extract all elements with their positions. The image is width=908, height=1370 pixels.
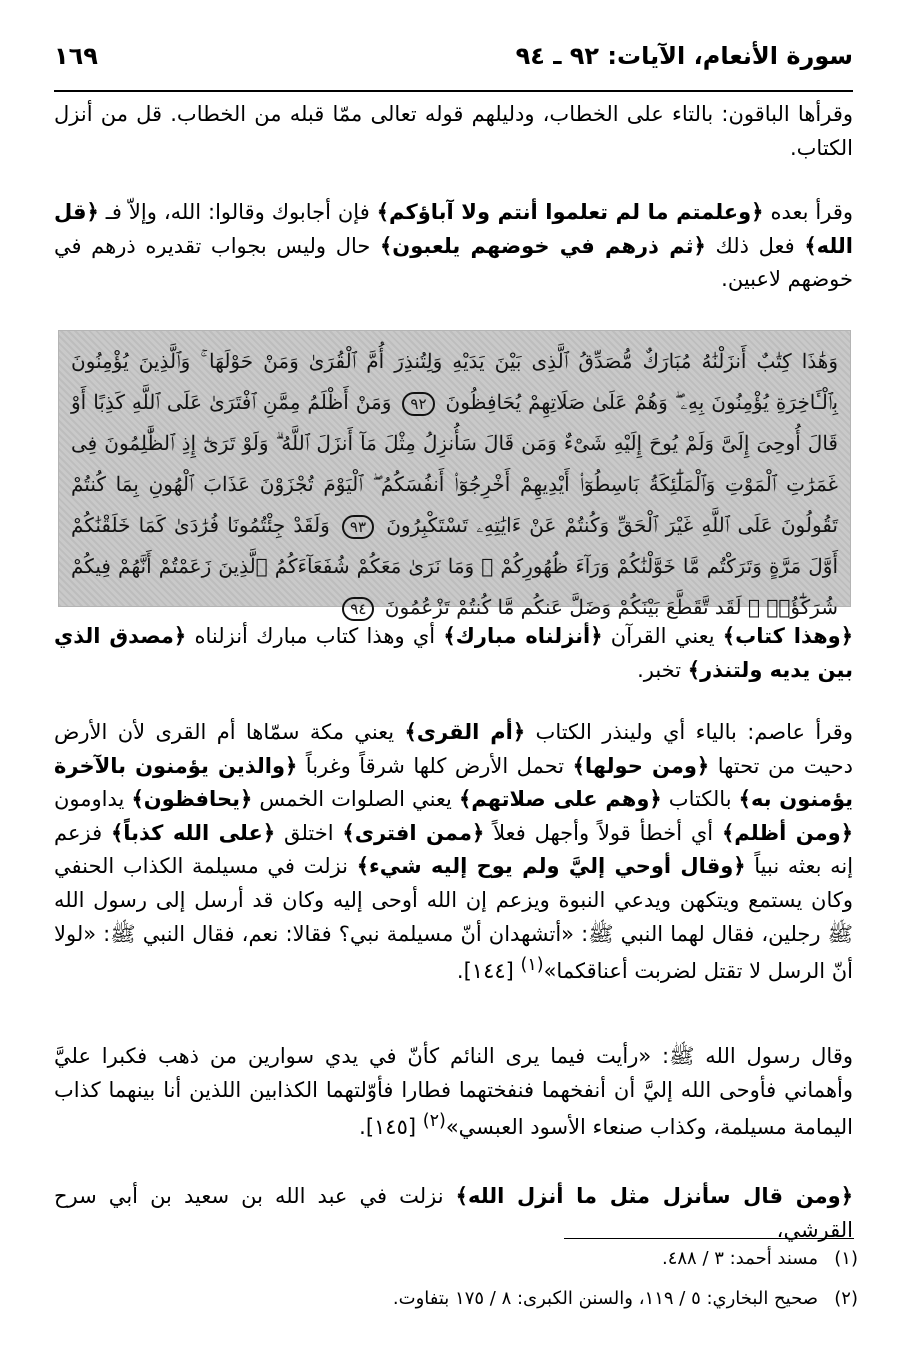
ayah-number-marker: ٩٣ [342,515,374,539]
footnote-2 [54,1286,858,1311]
quote-span: ﴿أم القرى﴾ [404,720,526,744]
verse-94-text: وَلَقَدْ جِئْتُمُونَا فُرَٰدَىٰ كَمَا خَلَقْنَٰكُمْ أَوَّلَ مَرَّةٍ وَتَرَكْتُم مَّا خَوَّلْنَٰكُمْ وَرَآءَ ظُهُورِكُمْ ۖ وَمَا نَرَىٰ مَعَكُمْ شُفَعَآءَكُمُ ٱلَّذِينَ زَعَمْتُمْ أَنَّهُمْ فِيكُمْ شُرَكَٰٓؤُا۟ ۚ لَقَد تَّقَطَّعَ بَيْنَكُمْ وَضَلَّ عَنكُم مَّا كُنتُمْ تَزْعُمُونَ [71,513,838,619]
quote-span: ﴿ومن قال سأنزل مثل ما أنزل الله﴾ [455,1184,853,1208]
page-header [54,28,853,92]
quran-verses-text [71,341,839,619]
footnote-text: صحيح البخاري: ٥ / ١١٩، والسنن الكبرى: ٨ / ١٧٥ بتفاوت. [392,1288,818,1309]
paragraph-3 [54,620,853,687]
paragraph-2 [54,196,853,297]
text-span: أي أخطأ قولاً وأجهل فعلاً [484,820,722,845]
footnote-ref: (٢) [422,1111,446,1132]
paragraph-5 [54,1040,853,1145]
text-span: فإن أجابوك وقالوا: الله، وإلاّ فـ [98,200,377,224]
quote-span: ﴿على الله كذباً﴾ [110,820,276,845]
page-number: ١٦٩ [54,42,98,70]
text-span: [١٤٥]. [359,1115,423,1140]
quote-span: ﴿مصدق الذي بين يديه ولتنذر﴾ [54,624,853,682]
footnote-number: (٢) [834,1288,858,1309]
paragraph-4 [54,716,853,989]
text-span: فعل ذلك [705,233,805,258]
quote-span: ﴿أنزلناه مبارك﴾ [443,624,603,648]
quote-span: ﴿قل الله﴾ [54,200,854,258]
text-span: وقرأ بعده [763,200,854,224]
quran-verses-box [58,330,851,619]
paragraph-1: وقرأها الباقون: بالتاء على الخطاب، ودليلهم قوله تعالى ممّا قبله من الخطاب. قل من أنزل الكتاب. [54,102,853,160]
quote-span: ﴿وهم على صلاتهم﴾ [458,787,662,812]
quote-span: ﴿وعلمتم ما لم تعلموا أنتم ولا آباؤكم﴾ [376,200,764,224]
footnote-ref: (١) [520,955,544,976]
ayah-number-marker: ٩٤ [342,597,374,621]
verse-93-text: وَمَنْ أَظْلَمُ مِمَّنِ ٱفْتَرَىٰ عَلَى ٱللَّهِ كَذِبًا أَوْ قَالَ أُوحِىَ إِلَىَّ وَلَمْ يُوحَ إِلَيْهِ شَىْءٌ وَمَن قَالَ سَأُنزِلُ مِثْلَ مَآ أَنزَلَ ٱللَّهُ ۗ وَلَوْ تَرَىٰٓ إِذِ ٱلظَّٰلِمُونَ فِى غَمَرَٰتِ ٱلْمَوْتِ وَٱلْمَلَٰٓئِكَةُ بَاسِطُوٓا۟ أَيْدِيهِمْ أَخْرِجُوٓا۟ أَنفُسَكُمُ ۖ ٱلْيَوْمَ تُجْزَوْنَ عَذَابَ ٱلْهُونِ بِمَا كُنتُمْ تَقُولُونَ عَلَى ٱللَّهِ غَيْرَ ٱلْحَقِّ وَكُنتُمْ عَنْ ءَايَٰتِهِۦ تَسْتَكْبِرُونَ [71,390,838,537]
text-span: تحمل الأرض كلها شرقاً وغرباً [297,753,573,778]
quote-span: ﴿ومن حولها﴾ [572,753,710,778]
text-span: اختلق [275,820,343,845]
footnote-divider [564,1238,854,1239]
ayah-number-marker: ٩٢ [402,392,434,416]
text-span: يداومون [54,787,132,812]
text-span: تخبر. [637,657,688,682]
text-span: بالكتاب [661,787,739,812]
quote-span: ﴿ممن افترى﴾ [342,820,485,845]
text-span: وقرأ عاصم: بالياء أي ولينذر الكتاب [525,720,853,744]
quote-span: ﴿ثم ذرهم في خوضهم يلعبون﴾ [380,233,706,258]
text-span: [١٤٤]. [456,959,521,984]
footnote-1 [54,1246,858,1271]
text-span: يعني مكة سمّاها أم القرى لأن الأرض دحيت من تحتها [54,720,853,778]
quote-span: ﴿والذين يؤمنون بالآخرة يؤمنون به﴾ [54,753,853,812]
text-span: نزلت في مسيلمة الكذاب الحنفي وكان يستمع ويتكهن ويدعي النبوة ويزعم إن الله أوحى إليه وكان قد أرسل إلى رسول الله ﷺ رجلين، فقال لهما النبي ﷺ: «أتشهدان أنّ مسيلمة نبي؟ فقالا: نعم، فقال النبي ﷺ: «لولا أنّ الرسل لا تقتل لضربت أعناقكما» [54,854,853,984]
text-span: يعني القرآن [602,624,723,648]
text-span: نزلت في عبد الله بن سعيد بن أبي سرح القرشي، [54,1184,853,1242]
footnote-number: (١) [834,1248,858,1269]
text-span: وقال رسول الله ﷺ: «رأيت فيما يرى النائم كأنّ في يدي سوارين من ذهب فكبرا عليَّ وأهماني فأوحى الله إليَّ أن أنفخهما فنفختهما فطارا فأوّلتهما الكذابين اللذين أنا بينهما كذاب اليمامة مسيلمة، وكذاب صنعاء الأسود العبسي» [54,1044,853,1140]
quote-span: ﴿يحافظون﴾ [131,787,253,812]
text-span: حال وليس بجواب تقديره ذرهم في خوضهم لاعبين. [54,233,853,292]
text-span: أي وهذا كتاب مبارك أنزلناه [186,624,444,648]
surah-title: سورة الأنعام، الآيات: ٩٢ ـ ٩٤ [515,42,853,70]
verse-92-text: وَهَٰذَا كِتَٰبٌ أَنزَلْنَٰهُ مُبَارَكٌ مُّصَدِّقُ ٱلَّذِى بَيْنَ يَدَيْهِ وَلِتُنذِرَ أُمَّ ٱلْقُرَىٰ وَمَنْ حَوْلَهَا ۚ وَٱلَّذِينَ يُؤْمِنُونَ بِٱلْـَٔاخِرَةِ يُؤْمِنُونَ بِهِۦ ۖ وَهُمْ عَلَىٰ صَلَاتِهِمْ يُحَافِظُونَ [71,349,839,414]
quote-span: ﴿وهذا كتاب﴾ [722,624,853,648]
text-span: فزعم إنه بعثه نبياً [54,820,854,879]
quote-span: ﴿ومن أظلم﴾ [721,820,853,845]
footnote-text: مسند أحمد: ٣ / ٤٨٨. [661,1248,818,1269]
text-span: يعني الصلوات الخمس [252,787,459,812]
quote-span: ﴿وقال أوحي إليَّ ولم يوح إليه شيء﴾ [356,854,746,879]
